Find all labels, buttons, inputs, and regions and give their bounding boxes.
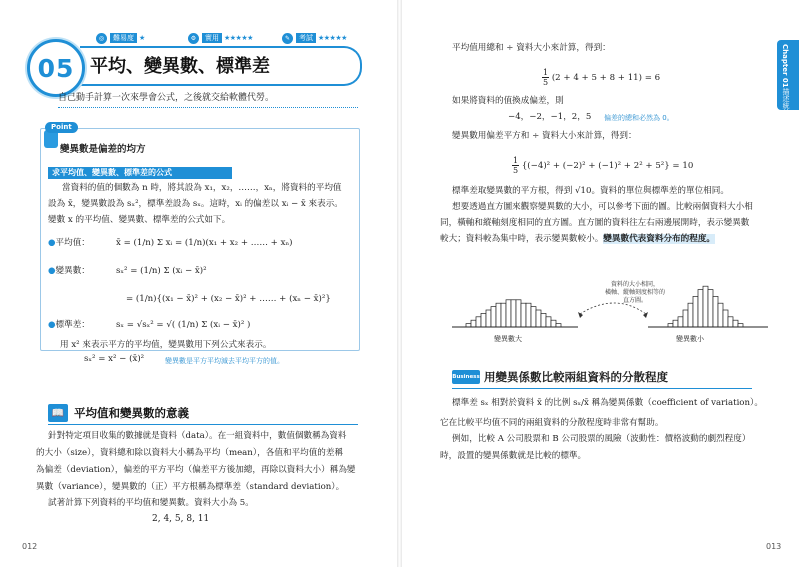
variance-label: ●變異數： [48, 266, 90, 276]
section-text-line: 針對特定項目收集的數據就是資料（data）。在一組資料中，數值個數稱為資料 [48, 431, 347, 441]
hist-right-label: 變異數小 [676, 335, 704, 343]
histogram-variance-small [668, 286, 743, 327]
rating-exam: ✎ 考試 ★★★★★ [282, 32, 347, 44]
histogram-bar [516, 300, 521, 327]
section-text-line: 試著計算下列資料的平均值和變異數。資料大小為 5。 [48, 498, 254, 508]
histogram-bar [703, 286, 708, 327]
histogram-bar [718, 303, 723, 327]
formula-text-line: 當資料的值的個數為 n 時，將其設為 x₁，x₂，……，xₙ，將資料的平均值 [62, 183, 342, 193]
histogram-bar [683, 310, 688, 327]
para2-line: 標準差 sₓ 相對於資料 x̄ 的比例 sₓ/x̄ 稱為變異係數（coefficient of variation）。 [452, 398, 763, 408]
hist-left-label: 變異數大 [494, 335, 522, 343]
histogram-bar [521, 303, 526, 327]
book-gutter [397, 0, 402, 567]
section-header-mean-variance: 📖 平均值和變異數的意義 [48, 404, 189, 422]
pencil-icon: ✎ [282, 33, 293, 44]
page-subtitle: 自己動手計算一次來學會公式，之後就交給軟體代勞。 [58, 93, 275, 103]
histogram-caption: 資料的大小相同， 橫軸、縱軸刻度相等的 直方圖。 [604, 281, 665, 304]
book-icon: 📖 [48, 404, 68, 422]
para2-line: 例如，比較 A 公司股票和 B 公司股票的風險（波動性：價格波動的劇烈程度） [452, 434, 751, 444]
histogram-bar [526, 303, 531, 327]
histogram-bar [668, 324, 673, 327]
subtitle-divider [58, 107, 358, 108]
deviation-note: 偏差的總和必然為 0。 [604, 114, 674, 122]
sd-label: ●標準差： [48, 320, 90, 330]
histogram-bar [723, 310, 728, 327]
para1-line: 想要透過直方圖來觀察變異數的大小，可以參考下面的圖。比較兩個資料大小相 [452, 202, 753, 212]
section-text-line: 為偏差（deviation），偏差的平方平均（偏差平方後加總，再除以資料大小）稱為變 [36, 465, 356, 475]
page-title: 平均、變異數、標準差 [90, 56, 270, 77]
histogram-bar [486, 310, 491, 327]
business-tag: Business [452, 370, 480, 384]
square-formula: sₓ² = x² − (x̄)² [84, 354, 145, 364]
para1-line: 同，橫軸和縱軸刻度相同的直方圖。直方圖的資料往左右兩邊展開時，表示變異數 [440, 218, 750, 228]
histogram-bar [531, 307, 536, 327]
chapter-number: 05 [27, 39, 85, 97]
para2-line: 它在比較平均值不同的兩組資料的分散程度時非常有幫助。 [440, 418, 664, 428]
histogram-bar [678, 317, 683, 327]
target-icon: ◎ [96, 33, 107, 44]
page-number-right: 013 [766, 542, 782, 551]
variance-formula: sₓ² = (1/n) Σ (xᵢ − x̄)² [116, 266, 207, 276]
histogram-bar [688, 303, 693, 327]
histogram-bar [506, 300, 511, 327]
formula-text-line: 設為 x̄，變異數設為 sₓ²，標準差設為 sₓ。這時，xᵢ 的偏差以 xᵢ − x̄ 來表示。 [48, 199, 343, 209]
variance-formula-expanded: = (1/n){(x₁ − x̄)² + (x₂ − x̄)² + …… + (xₙ − x̄)²} [126, 294, 331, 304]
data-values: 2, 4, 5, 8, 11 [152, 514, 210, 524]
section-text-line: 的大小（size），資料總和除以資料大小稱為平均（mean），各值和平均值的差稱 [36, 448, 344, 458]
histogram-bar [536, 310, 541, 327]
square-caption: 變異數是平方平均減去平均平方的值。 [165, 357, 284, 365]
chapter-tab-sub: 描述統計 [782, 88, 790, 116]
square-note: 用 x² 來表示平方的平均值，變異數用下列公式來表示。 [60, 340, 272, 350]
para1-line: 較大；資料較為集中時，表示變異數較小。變異數代表資料分布的程度。 [440, 234, 716, 244]
formula-text-line: 變數 x 的平均值、變異數、標準差的公式如下。 [48, 215, 231, 225]
chapter-tab-label: Chapter 01 [781, 44, 789, 88]
histogram-bar [546, 317, 551, 327]
arrowhead-left [578, 312, 583, 318]
histogram-bar [713, 296, 718, 327]
sd-formula: sₓ = √sₓ² = √( (1/n) Σ (xᵢ − x̄)² ) [116, 320, 251, 330]
histogram-bar [541, 313, 546, 327]
point-tag: Point [45, 122, 78, 133]
histogram-bar [511, 300, 516, 327]
para2-line: 時，設置的變異係數就是比較的標準。 [440, 451, 587, 461]
histogram-bar [738, 324, 743, 327]
rating-difficulty: ◎ 難易度 ★ [96, 32, 145, 44]
histogram-bar [491, 307, 496, 327]
rating-practical: ⚙ 實用 ★★★★★ [188, 32, 253, 44]
histogram-variance-large [466, 300, 561, 327]
mean-intro: 平均值用總和 ÷ 資料大小來計算，得到： [452, 43, 611, 53]
business-divider [452, 388, 752, 389]
histogram-bar [556, 324, 561, 327]
formula-bar: 求平均值、變異數、標準差的公式 [48, 167, 232, 179]
section-divider [48, 424, 358, 425]
variance-calc: $\frac{1}{5}$ {(−4)² + (−2)² + (−1)² + 2² + 5²} = 10 [513, 156, 694, 175]
para1-line: 標準差取變異數的平方根，得到 √10。資料的單位與標準差的單位相同。 [452, 186, 729, 196]
histogram-bar [708, 290, 713, 327]
histogram-bar [481, 313, 486, 327]
histogram-bar [698, 290, 703, 327]
histogram-bar [693, 296, 698, 327]
deviation-values: −4，−2，−1，2，5 [508, 112, 592, 122]
histogram-bar [551, 320, 556, 327]
page-number-left: 012 [22, 542, 38, 551]
point-heading: 變異數是偏差的均方 [60, 144, 146, 155]
deviation-intro: 如果將資料的值換成偏差，則 [452, 96, 564, 106]
histogram-bar [476, 317, 481, 327]
histogram-bar [501, 303, 506, 327]
histogram-bar [496, 303, 501, 327]
mean-calc: $\frac{1}{5}$ (2 + 4 + 5 + 8 + 11) = 6 [543, 68, 661, 87]
business-section-title: 用變異係數比較兩組資料的分散程度 [484, 370, 668, 384]
histogram-bar [466, 324, 471, 327]
gear-icon: ⚙ [188, 33, 199, 44]
variance-intro: 變異數用偏差平方和 ÷ 資料大小來計算，得到： [452, 131, 637, 141]
section-text-line: 異數（variance），變異數的（正）平方根稱為標準差（standard deviation）。 [36, 482, 345, 492]
histogram-bar [673, 320, 678, 327]
mean-label: ●平均值： [48, 238, 90, 248]
mean-formula: x̄ = (1/n) Σ xᵢ = (1/n)(x₁ + x₂ + …… + xₙ) [116, 238, 293, 248]
histogram-bar [728, 317, 733, 327]
histogram-bar [471, 320, 476, 327]
histogram-bar [733, 320, 738, 327]
